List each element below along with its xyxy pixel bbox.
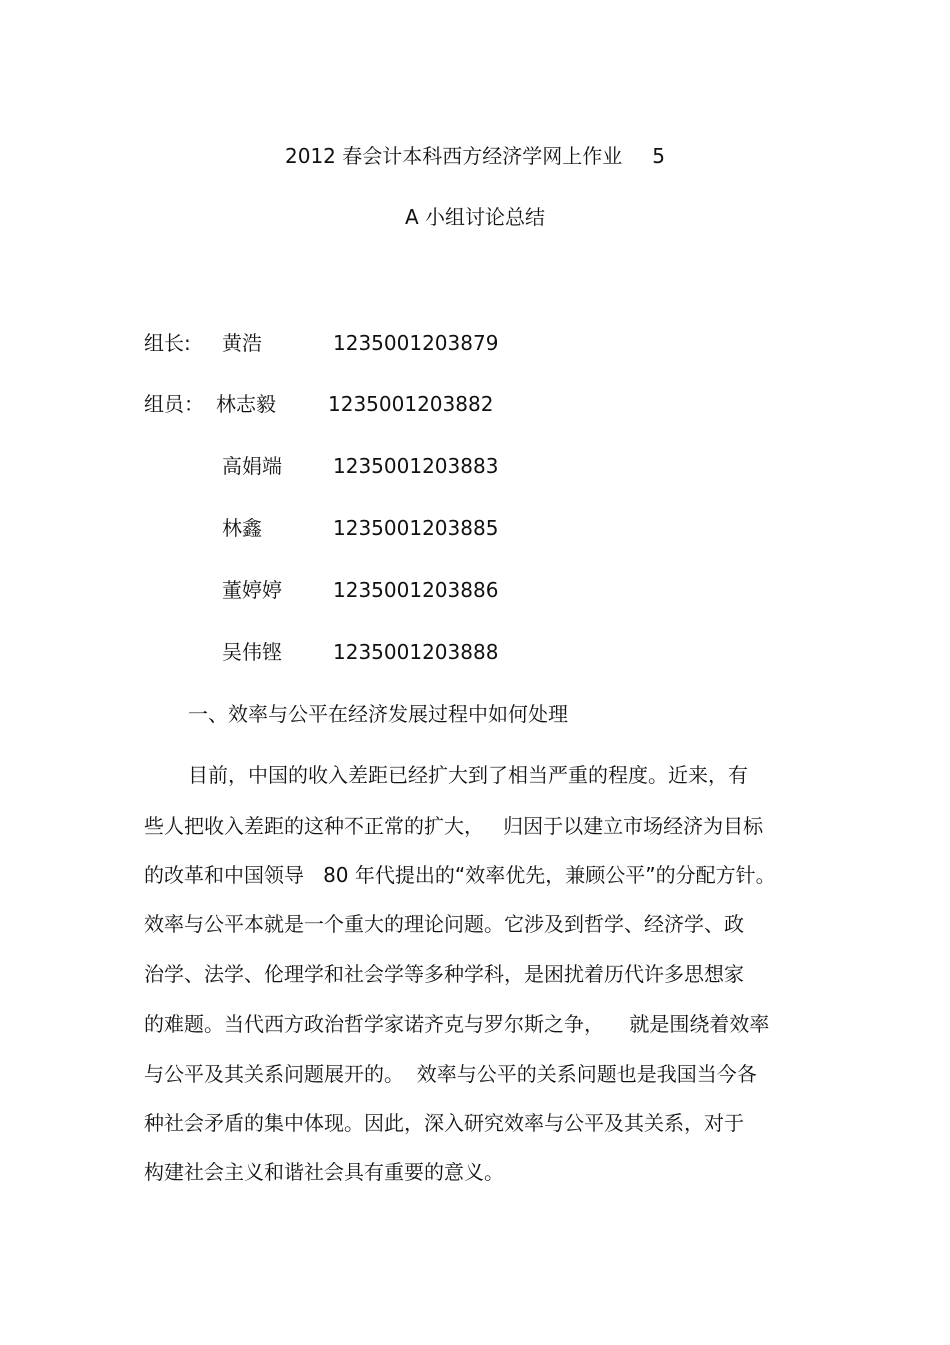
member-name: 吴伟铿 xyxy=(222,640,282,664)
title-main: 2012 春会计本科西方经济学网上作业 xyxy=(285,144,623,168)
section-heading: 一、效率与公平在经济发展过程中如何处理 xyxy=(188,702,568,726)
paragraph-line: 些人把收入差距的这种不正常的扩大， 归因于以建立市场经济为目标 xyxy=(144,814,764,838)
member-id: 1235001203886 xyxy=(333,578,499,602)
member-id: 1235001203888 xyxy=(333,640,499,664)
paragraph-line: 种社会矛盾的集中体现。因此，深入研究效率与公平及其关系，对于 xyxy=(144,1111,744,1135)
paragraph-line: 的改革和中国领导 80 年代提出的“效率优先，兼顾公平”的分配方针。 xyxy=(144,863,776,887)
paragraph-line: 与公平及其关系问题展开的。 效率与公平的关系问题也是我国当今各 xyxy=(144,1062,757,1086)
member-name: 高娟端 xyxy=(222,454,282,478)
title-number: 5 xyxy=(652,144,665,168)
paragraph-line: 目前，中国的收入差距已经扩大到了相当严重的程度。近来，有 xyxy=(188,763,748,787)
member-id: 1235001203882 xyxy=(328,392,494,416)
document-subtitle: A 小组讨论总结 xyxy=(404,205,546,229)
member-id: 1235001203885 xyxy=(333,516,499,540)
paragraph-line: 构建社会主义和谐社会具有重要的意义。 xyxy=(144,1160,504,1184)
member-name: 林志毅 xyxy=(216,392,276,416)
paragraph-line: 的难题。当代西方政治哲学家诺齐克与罗尔斯之争， 就是围绕着效率 xyxy=(144,1012,770,1036)
paragraph-line: 效率与公平本就是一个重大的理论问题。它涉及到哲学、经济学、政 xyxy=(144,912,744,936)
leader-label: 组长: xyxy=(144,331,191,355)
members-label: 组员： xyxy=(144,392,204,416)
member-name: 林鑫 xyxy=(222,516,262,540)
document-title xyxy=(0,146,950,166)
member-id: 1235001203883 xyxy=(333,454,499,478)
leader-name: 黄浩 xyxy=(222,331,262,355)
leader-id: 1235001203879 xyxy=(333,331,499,355)
member-name: 董婷婷 xyxy=(222,578,282,602)
paragraph-line: 治学、法学、伦理学和社会学等多种学科，是困扰着历代许多思想家 xyxy=(144,962,744,986)
